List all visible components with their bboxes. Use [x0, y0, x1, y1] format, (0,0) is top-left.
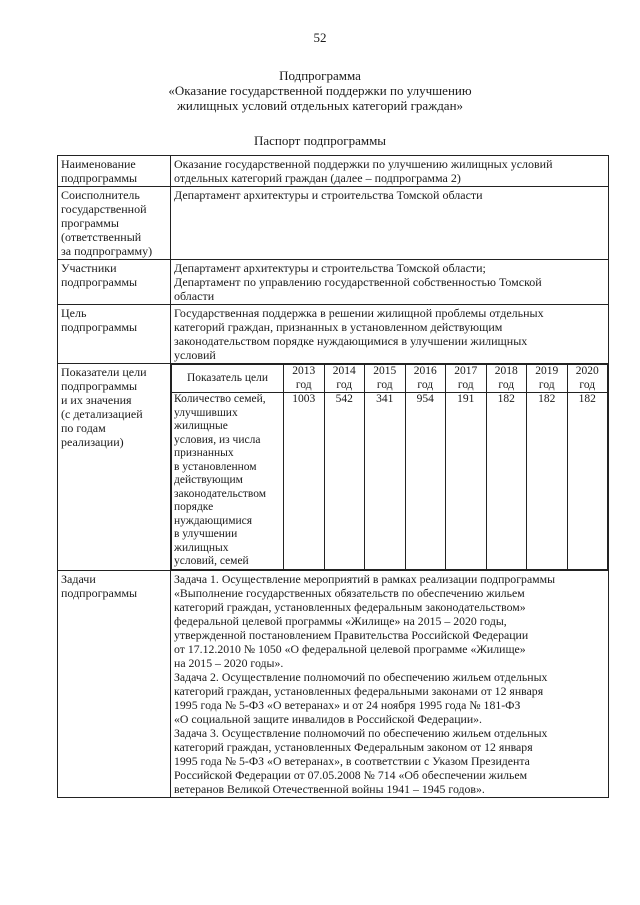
indicator-table: [171, 364, 608, 570]
indicator-value: 1003: [284, 393, 325, 570]
row-value: Задача 1. Осуществление мероприятий в рамках реализации подпрограммы «Выполнение государственных обязательств по обеспечению жильем категорий граждан, установленных федеральным законодательством» федеральной целевой программы «Жилище» на 2015 – 2020 годы, утвержденной постановлением Правительства Российской Федерации от 17.12.2010 № 1050 «О федеральной целевой программе «Жилище» на 2015 – 2020 годы». Задача 2. Осуществление полномочий по обеспечению жильем отдельных категорий граждан, установленных федеральными законами от 12 января 1995 года № 5-ФЗ «О ветеранах» и от 24 ноября 1995 года № 181-ФЗ «О социальной защите инвалидов в Российской Федерации». Задача 3. Осуществление полномочий по обеспечению жильем отдельных категорий граждан, установленных Федеральным законом от 12 января 1995 года № 5-ФЗ «О ветеранах», в соответствии с Указом Президента Российской Федерации от 07.05.2008 № 714 «Об обеспечении жильем ветеранов Великой Отечественной войны 1941 – 1945 годов».: [171, 570, 609, 797]
indicator-header-label: Показатель цели: [172, 365, 284, 393]
year-header: 2018 год: [486, 365, 527, 393]
indicator-value: 341: [365, 393, 406, 570]
year-header: 2016 год: [405, 365, 446, 393]
row-indicators: [58, 364, 609, 571]
year-header: 2017 год: [446, 365, 487, 393]
row-participants: [58, 260, 609, 305]
row-name: [58, 156, 609, 187]
row-coexecutor: [58, 187, 609, 260]
indicator-value: 182: [567, 393, 608, 570]
row-tasks: [58, 570, 609, 797]
row-goal: [58, 305, 609, 364]
indicator-value: 182: [527, 393, 568, 570]
indicator-name: Количество семей, улучшивших жилищные условия, из числа признанных в установленном действующим законодательством порядке нуждающимися в улучшении жилищных условий, семей: [172, 393, 284, 570]
row-label: Показатели цели подпрограммы и их значения (с детализацией по годам реализации): [58, 364, 171, 571]
year-header: 2014 год: [324, 365, 365, 393]
year-header: 2015 год: [365, 365, 406, 393]
row-value: Департамент архитектуры и строительства Томской области; Департамент по управлению государственной собственностью Томской области: [171, 260, 609, 305]
subprogram-heading: [0, 68, 640, 113]
row-label: Соисполнитель государственной программы (ответственный за подпрограмму): [58, 187, 171, 260]
row-value: Департамент архитектуры и строительства Томской области: [171, 187, 609, 260]
row-value: Оказание государственной поддержки по улучшению жилищных условий отдельных категорий граждан (далее – подпрограмма 2): [171, 156, 609, 187]
page-number: 52: [313, 30, 327, 45]
indicator-value: 182: [486, 393, 527, 570]
heading-line: «Оказание государственной поддержки по улучшению: [168, 83, 472, 98]
row-label: Цель подпрограммы: [58, 305, 171, 364]
indicator-value: 191: [446, 393, 487, 570]
year-header: 2019 год: [527, 365, 568, 393]
row-label: Задачи подпрограммы: [58, 570, 171, 797]
heading-line: жилищных условий отдельных категорий граждан»: [176, 98, 464, 113]
indicator-value: 542: [324, 393, 365, 570]
row-value: Государственная поддержка в решении жилищной проблемы отдельных категорий граждан, признанных в установленном действующим законодательством порядке нуждающимися в улучшении жилищных условий: [171, 305, 609, 364]
row-label: Наименование подпрограммы: [58, 156, 171, 187]
year-header: 2013 год: [284, 365, 325, 393]
indicator-table-cell: [171, 364, 609, 571]
indicator-header-row: [172, 365, 608, 393]
indicator-row: [172, 393, 608, 570]
indicator-value: 954: [405, 393, 446, 570]
passport-table: [57, 155, 609, 798]
heading-line: Подпрограмма: [279, 68, 361, 83]
row-label: Участники подпрограммы: [58, 260, 171, 305]
year-header: 2020 год: [567, 365, 608, 393]
passport-title: Паспорт подпрограммы: [253, 133, 387, 148]
